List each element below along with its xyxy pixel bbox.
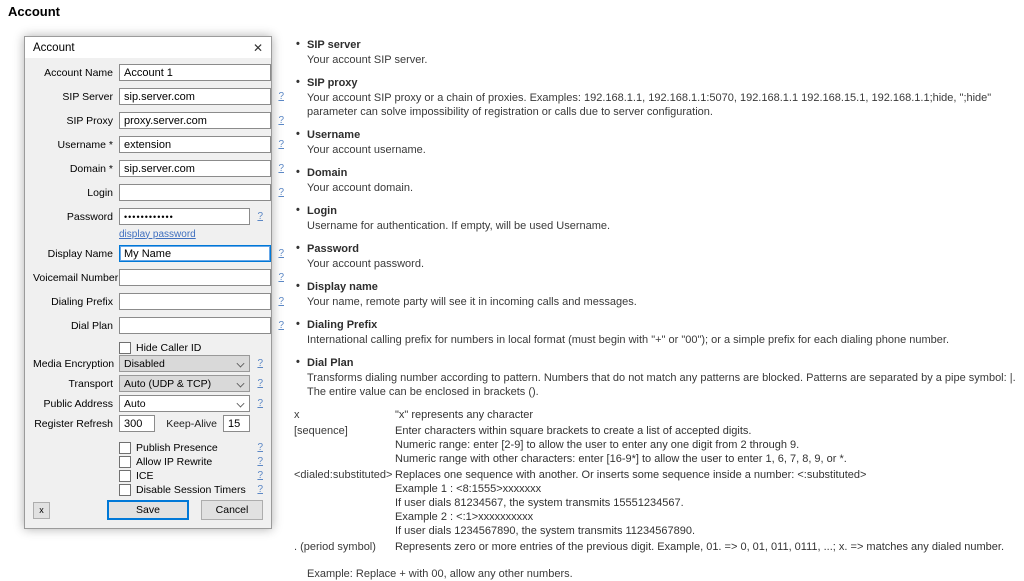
allow-ip-rewrite-checkbox-label: Allow IP Rewrite bbox=[136, 455, 213, 468]
cancel-button[interactable]: Cancel bbox=[201, 500, 263, 520]
help-link-allow-ip-rewrite[interactable]: ? bbox=[257, 456, 263, 467]
doc-bullet-login bbox=[292, 204, 1018, 233]
field-row-allow-ip-rewrite bbox=[33, 455, 263, 468]
domain-input[interactable] bbox=[119, 160, 271, 177]
display-name-input[interactable] bbox=[119, 245, 271, 262]
help-link-dialing-prefix[interactable]: ? bbox=[278, 296, 284, 307]
public-address-label: Public Address bbox=[43, 397, 113, 410]
dial-plan-row-dialed-substituted bbox=[294, 468, 1018, 538]
chevron-down-icon bbox=[237, 400, 244, 407]
sip-server-doc-title: • SIP server bbox=[307, 39, 361, 51]
dial-plan-definition-line: Replaces one sequence with another. Or inserts some sequence inside a number: <:substituted> bbox=[395, 469, 867, 481]
domain-label: Domain * bbox=[69, 162, 113, 175]
dialog-title: Account bbox=[33, 41, 75, 54]
help-link-sip-server[interactable]: ? bbox=[278, 91, 284, 102]
doc-bullet-sip-server bbox=[292, 38, 1018, 67]
domain-doc-title: • Domain bbox=[307, 167, 348, 179]
field-row-dialing-prefix bbox=[33, 293, 284, 310]
dial-plan-table bbox=[294, 408, 1018, 554]
media-encryption-select[interactable] bbox=[119, 355, 250, 372]
help-link-username[interactable]: ? bbox=[278, 139, 284, 150]
password-doc-text: Your account password. bbox=[307, 258, 424, 270]
field-row-media-encryption bbox=[33, 355, 263, 372]
field-row-ice bbox=[33, 469, 263, 482]
transport-label: Transport bbox=[68, 377, 113, 390]
dial-plan-row-period-symbol bbox=[294, 540, 1018, 554]
doc-bullet-dial-plan bbox=[292, 356, 1018, 399]
sip-server-doc-text: Your account SIP server. bbox=[307, 54, 428, 66]
help-link-sip-proxy[interactable]: ? bbox=[278, 115, 284, 126]
ice-checkbox-label: ICE bbox=[136, 469, 154, 482]
hide-caller-id-checkbox-label: Hide Caller ID bbox=[136, 341, 202, 354]
ice-checkbox[interactable] bbox=[119, 470, 131, 482]
dial-plan-definition-line: Example 2 : <:1>xxxxxxxxxx bbox=[395, 511, 534, 523]
dialog-buttons bbox=[33, 500, 263, 520]
field-row-username bbox=[33, 136, 284, 153]
public-address-selected-value: Auto bbox=[124, 397, 146, 410]
dial-plan-doc-title: • Dial Plan bbox=[307, 357, 354, 369]
voicemail-number-input[interactable] bbox=[119, 269, 271, 286]
sip-proxy-doc-text: Your account SIP proxy or a chain of proxies. Examples: 192.168.1.1, 192.168.1.1:5070, 192.168.1.1 192.168.15.1, 192.168.1.1;hide, ";hide" parameter can solve impossibility of registration or calls due to server configuration. bbox=[307, 92, 992, 118]
help-link-login[interactable]: ? bbox=[278, 187, 284, 198]
voicemail-number-label: Voicemail Number bbox=[33, 271, 119, 284]
help-link-dial-plan[interactable]: ? bbox=[278, 320, 284, 331]
password-label: Password bbox=[66, 210, 113, 223]
disable-session-timers-checkbox[interactable] bbox=[119, 484, 131, 496]
keep-alive-input[interactable] bbox=[223, 415, 250, 432]
dial-plan-definition-line: Example 1 : <8:1555>xxxxxxx bbox=[395, 483, 542, 495]
field-row-publish-presence bbox=[33, 441, 263, 454]
login-input[interactable] bbox=[119, 184, 271, 201]
dialing-prefix-doc-title: • Dialing Prefix bbox=[307, 319, 378, 331]
display-name-label: Display Name bbox=[47, 247, 113, 260]
field-row-hide-caller-id bbox=[33, 341, 263, 354]
save-button[interactable]: Save bbox=[107, 500, 189, 520]
help-link-publish-presence[interactable]: ? bbox=[257, 442, 263, 453]
help-link-password[interactable]: ? bbox=[257, 211, 263, 222]
doc-bullet-domain bbox=[292, 166, 1018, 195]
sip-server-input[interactable] bbox=[119, 88, 271, 105]
help-link-disable-session-timers[interactable]: ? bbox=[257, 484, 263, 495]
password-doc-title: • Password bbox=[307, 243, 359, 255]
field-row-sip-server bbox=[33, 88, 284, 105]
doc-bullet-password bbox=[292, 242, 1018, 271]
dial-plan-definitions bbox=[395, 468, 1018, 538]
dialog-titlebar[interactable] bbox=[25, 37, 271, 58]
publish-presence-checkbox-label: Publish Presence bbox=[136, 441, 218, 454]
field-row-login bbox=[33, 184, 284, 201]
dial-plan-definition-line: If user dials 81234567, the system transmits 15551234567. bbox=[395, 497, 684, 509]
help-link-public-address[interactable]: ? bbox=[257, 398, 263, 409]
field-row-account-name bbox=[33, 64, 263, 81]
dialing-prefix-doc-text: International calling prefix for numbers in local format (must begin with "+" or "00"); or a simple prefix for each dialing phone number. bbox=[307, 334, 950, 346]
field-row-domain bbox=[33, 160, 284, 177]
field-row-password bbox=[33, 208, 263, 225]
doc-bullet-dialing-prefix bbox=[292, 318, 1018, 347]
doc-bullet-sip-proxy bbox=[292, 76, 1018, 119]
register-refresh-input[interactable] bbox=[119, 415, 155, 432]
account-dialog bbox=[24, 36, 284, 529]
publish-presence-checkbox[interactable] bbox=[119, 442, 131, 454]
dial-plan-definition-line: Enter characters within square brackets to create a list of accepted digits. bbox=[395, 425, 752, 437]
docs-bullets bbox=[292, 38, 1018, 399]
dial-plan-label: Dial Plan bbox=[70, 319, 113, 332]
dial-plan-row-sequence bbox=[294, 424, 1018, 466]
dial-plan-definition-line: "x" represents any character bbox=[395, 409, 534, 421]
username-doc-text: Your account username. bbox=[307, 144, 426, 156]
dial-plan-definition-line: If user dials 1234567890, the system transmits 11234567890. bbox=[395, 525, 696, 537]
field-row-transport bbox=[33, 375, 263, 392]
page-title: Account bbox=[8, 4, 60, 19]
chevron-down-icon bbox=[237, 380, 244, 387]
dial-plan-example-note: Example: Replace + with 00, allow any other numbers. bbox=[307, 568, 573, 580]
sip-proxy-label: SIP Proxy bbox=[66, 114, 113, 127]
username-doc-title: • Username bbox=[307, 129, 361, 141]
dial-plan-definition-line: Numeric range with other characters: enter [16-9*] to allow the user to enter 1, 6, 7, 8, 9, or *. bbox=[395, 453, 847, 465]
transport-selected-value: Auto (UDP & TCP) bbox=[124, 377, 212, 390]
account-name-input[interactable] bbox=[119, 64, 271, 81]
dial-plan-term: <dialed:substituted> bbox=[294, 469, 393, 481]
chevron-down-icon bbox=[237, 360, 244, 367]
dial-plan-definitions bbox=[395, 408, 1018, 422]
field-row-register-refresh bbox=[33, 415, 263, 432]
dialog-form bbox=[25, 58, 284, 528]
domain-doc-text: Your account domain. bbox=[307, 182, 413, 194]
disable-session-timers-checkbox-label: Disable Session Timers bbox=[136, 483, 246, 496]
dial-plan-term: [sequence] bbox=[294, 425, 348, 437]
field-row-disable-session-timers bbox=[33, 483, 263, 496]
login-doc-title: • Login bbox=[307, 205, 337, 217]
dial-plan-definition-line: Represents zero or more entries of the previous digit. Example, 01. => 0, 01, 011, 0111, ...; x. => matches any dialed number. bbox=[395, 541, 1005, 553]
field-row-display-name bbox=[33, 245, 284, 262]
transport-select[interactable] bbox=[119, 375, 250, 392]
sip-proxy-doc-title: • SIP proxy bbox=[307, 77, 358, 89]
dialing-prefix-label: Dialing Prefix bbox=[51, 295, 113, 308]
minimize-button[interactable]: x bbox=[33, 502, 50, 519]
display-password-link[interactable]: display password bbox=[119, 228, 196, 240]
username-label: Username * bbox=[57, 138, 113, 151]
help-link-ice[interactable]: ? bbox=[257, 470, 263, 481]
password-input[interactable] bbox=[119, 208, 250, 225]
help-link-media-encryption[interactable]: ? bbox=[257, 358, 263, 369]
help-link-domain[interactable]: ? bbox=[278, 163, 284, 174]
username-input[interactable] bbox=[119, 136, 271, 153]
help-link-display-name[interactable]: ? bbox=[278, 248, 284, 259]
dial-plan-term: x bbox=[294, 409, 300, 421]
media-encryption-selected-value: Disabled bbox=[124, 357, 165, 370]
field-row-dial-plan bbox=[33, 317, 284, 334]
dial-plan-definition-line: Numeric range: enter [2-9] to allow the user to enter any one digit from 2 through 9. bbox=[395, 439, 800, 451]
dial-plan-row-x bbox=[294, 408, 1018, 422]
close-icon[interactable]: ✕ bbox=[252, 40, 263, 55]
field-row-voicemail-number bbox=[33, 269, 284, 286]
field-row-public-address bbox=[33, 395, 263, 412]
login-doc-text: Username for authentication. If empty, will be used Username. bbox=[307, 220, 611, 232]
help-link-voicemail-number[interactable]: ? bbox=[278, 272, 284, 283]
hide-caller-id-checkbox[interactable] bbox=[119, 342, 131, 354]
allow-ip-rewrite-checkbox[interactable] bbox=[119, 456, 131, 468]
login-label: Login bbox=[87, 186, 113, 199]
media-encryption-label: Media Encryption bbox=[33, 357, 115, 370]
help-link-transport[interactable]: ? bbox=[257, 378, 263, 389]
help-docs bbox=[292, 38, 1018, 581]
register-refresh-label: Register Refresh bbox=[34, 417, 113, 430]
sip-server-label: SIP Server bbox=[62, 90, 113, 103]
dial-plan-doc-text: Transforms dialing number according to pattern. Numbers that do not match any patterns are blocked. Patterns are separated by a pipe symbol: |. The entire value can be enclosed in brackets (). bbox=[307, 372, 1016, 398]
account-name-label: Account Name bbox=[44, 66, 113, 79]
doc-bullet-display-name bbox=[292, 280, 1018, 309]
sip-proxy-input[interactable] bbox=[119, 112, 271, 129]
dial-plan-definitions bbox=[395, 424, 1018, 466]
display-name-doc-text: Your name, remote party will see it in incoming calls and messages. bbox=[307, 296, 637, 308]
dial-plan-definitions bbox=[395, 540, 1018, 554]
dial-plan-input[interactable] bbox=[119, 317, 271, 334]
public-address-select[interactable] bbox=[119, 395, 250, 412]
field-row-display-password bbox=[33, 228, 263, 240]
field-row-sip-proxy bbox=[33, 112, 284, 129]
display-name-doc-title: • Display name bbox=[307, 281, 378, 293]
dialing-prefix-input[interactable] bbox=[119, 293, 271, 310]
doc-bullet-username bbox=[292, 128, 1018, 157]
dial-plan-term: . (period symbol) bbox=[294, 541, 376, 553]
keep-alive-label: Keep-Alive bbox=[166, 417, 217, 430]
